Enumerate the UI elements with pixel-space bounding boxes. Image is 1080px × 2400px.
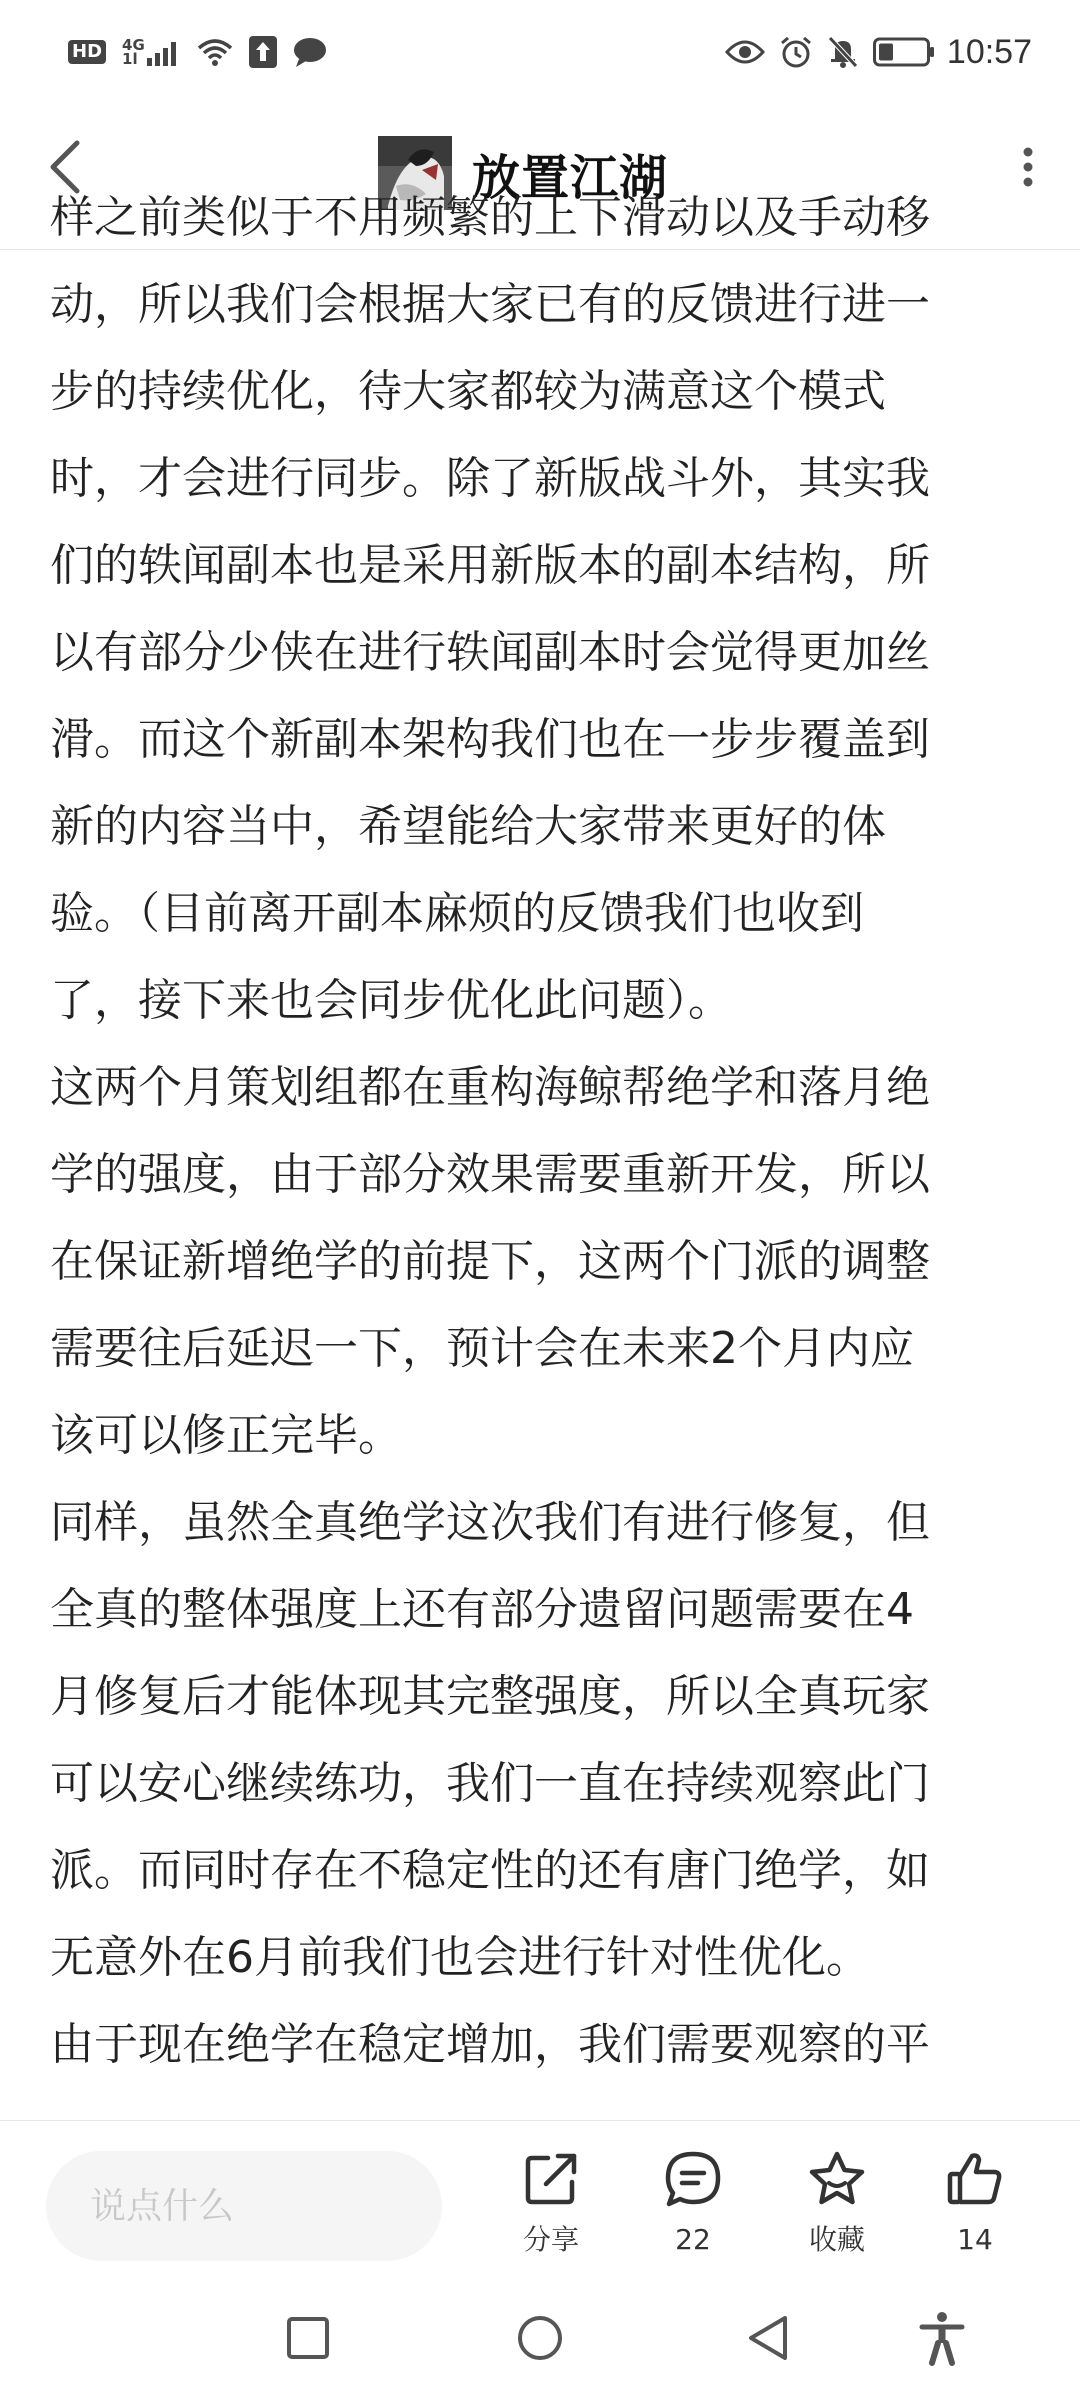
comment-button[interactable] — [638, 2147, 748, 2257]
status-right — [711, 33, 1032, 72]
star-icon — [805, 2147, 869, 2211]
back-nav-button[interactable] — [728, 2300, 808, 2380]
favorite-label: 收藏 — [808, 2223, 865, 2256]
comment-input[interactable] — [46, 2151, 442, 2261]
article-line: 新的内容当中，希望能给大家带来更好的体 — [50, 801, 886, 852]
network-type — [122, 38, 145, 66]
article-line: 动，所以我们会根据大家已有的反馈进行进一 — [50, 279, 930, 330]
article-line: 需要往后延迟一下，预计会在未来2个月内应 — [50, 1323, 914, 1374]
home-button[interactable] — [500, 2300, 580, 2380]
signal-icon — [147, 38, 181, 66]
article-line: 派。而同时存在不稳定性的还有唐门绝学，如 — [50, 1845, 930, 1896]
comment-bubble-icon — [661, 2147, 725, 2211]
article-line: 同样，虽然全真绝学这次我们有进行修复，但 — [50, 1497, 930, 1548]
article-line: 了，接下来也会同步优化此问题）。 — [50, 975, 732, 1026]
article-line: 步的持续优化，待大家都较为满意这个模式 — [50, 366, 886, 417]
recents-square-icon — [286, 2316, 330, 2364]
article-line: 学的强度，由于部分效果需要重新开发，所以 — [50, 1149, 930, 1200]
article-line: 们的轶闻副本也是采用新版本的副本结构，所 — [50, 540, 930, 591]
like-count: 14 — [957, 2223, 993, 2256]
accessibility-icon — [918, 2311, 966, 2369]
article-line: 无意外在6月前我们也会进行针对性优化。 — [50, 1932, 870, 1983]
back-triangle-icon — [745, 2314, 791, 2366]
battery-icon — [873, 37, 935, 67]
recents-button[interactable] — [268, 2300, 348, 2380]
share-label: 分享 — [522, 2223, 579, 2256]
article-line: 在保证新增绝学的前提下，这两个门派的调整 — [50, 1236, 930, 1287]
article-line: 全真的整体强度上还有部分遗留问题需要在4 — [50, 1584, 914, 1635]
article-line: 该可以修正完毕。 — [50, 1410, 402, 1461]
status-bar — [0, 0, 1080, 104]
eye-icon — [725, 38, 765, 66]
status-left — [68, 36, 343, 68]
upload-icon — [249, 36, 277, 68]
home-circle-icon — [516, 2314, 564, 2366]
wifi-icon — [197, 38, 233, 66]
article-line: 以有部分少侠在进行轶闻副本时会觉得更加丝 — [50, 627, 930, 678]
article-line: 可以安心继续练功，我们一直在持续观察此门 — [50, 1758, 930, 1809]
page-title: 放置江湖 — [472, 149, 669, 206]
article-line: 滑。而这个新副本架构我们也在一步步覆盖到 — [50, 714, 930, 765]
message-icon — [293, 37, 327, 67]
article-viewport[interactable] — [0, 192, 1080, 2120]
article-line: 月修复后才能体现其完整强度，所以全真玩家 — [50, 1671, 930, 1722]
action-bar — [0, 2120, 1080, 2280]
article-body — [50, 174, 1030, 2088]
article-line: 由于现在绝学在稳定增加，我们需要观察的平 — [50, 2019, 930, 2070]
mute-bell-icon — [827, 35, 859, 69]
article-line: 时，才会进行同步。除了新版战斗外，其实我 — [50, 453, 930, 504]
accessibility-button[interactable] — [902, 2300, 982, 2380]
system-nav-bar — [0, 2280, 1080, 2400]
comment-count: 22 — [675, 2223, 711, 2256]
clock: 10:57 — [946, 32, 1032, 71]
like-button[interactable] — [920, 2147, 1030, 2257]
hd-badge: HD — [68, 40, 106, 64]
share-icon — [519, 2147, 583, 2211]
article-line: 这两个月策划组都在重构海鲸帮绝学和落月绝 — [50, 1062, 930, 1113]
article-line: 样之前类似于不用频繁的上下滑动以及手动移 — [50, 192, 930, 243]
network-type-bottom: 1l — [122, 50, 138, 68]
network-type-top: 4G — [122, 36, 145, 54]
alarm-icon — [779, 35, 813, 69]
thumbs-up-icon — [943, 2147, 1007, 2211]
article-line: 验。（目前离开副本麻烦的反馈我们也收到 — [50, 888, 864, 939]
share-button[interactable] — [496, 2147, 606, 2257]
favorite-button[interactable] — [782, 2147, 892, 2257]
